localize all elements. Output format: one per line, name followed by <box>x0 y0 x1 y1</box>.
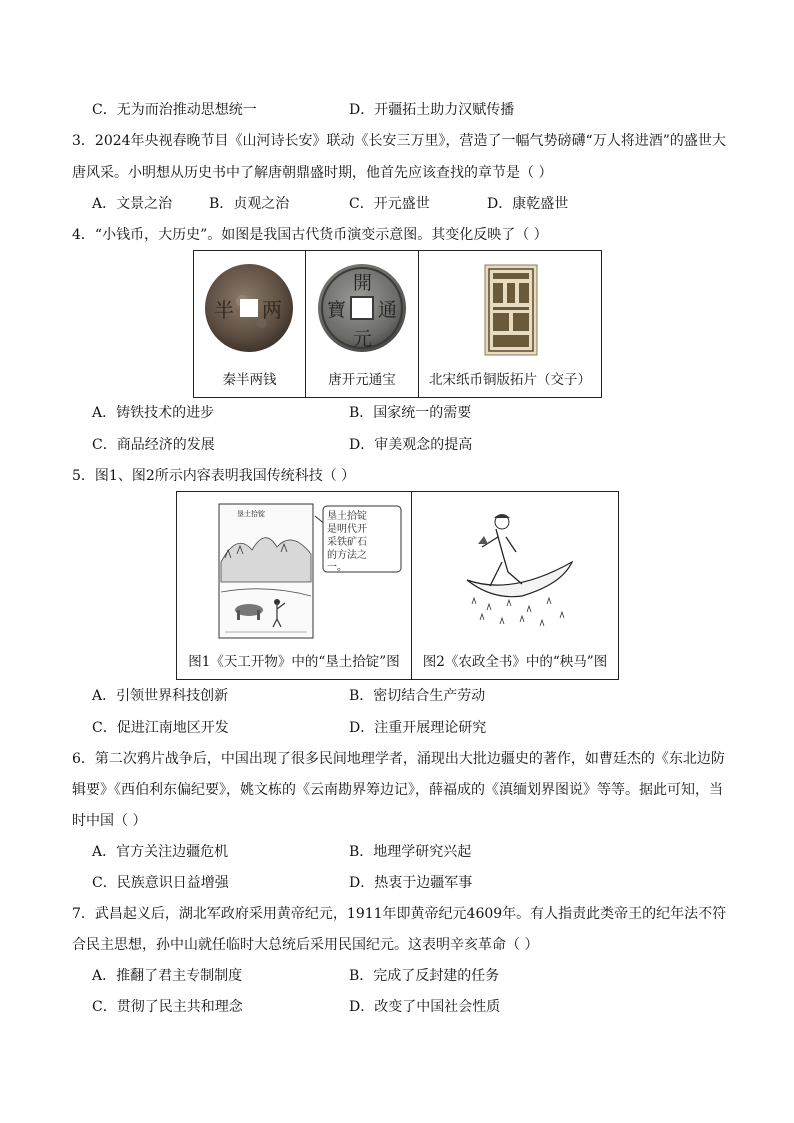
svg-text:開: 開 <box>353 272 373 294</box>
q4-stem: 4．“小钱币，大历史”。如图是我国古代货币演变示意图。其变化反映了（ ） <box>72 227 548 243</box>
jiaozi-cell <box>419 251 601 397</box>
q5-stem: 5．图1、图2所示内容表明我国传统科技（ ） <box>72 468 356 484</box>
q2-option-d: D．开疆拓土助力汉赋传播 <box>349 102 515 118</box>
q4-option-c: C．商品经济的发展 <box>92 437 215 453</box>
q6-stem-line1: 6．第二次鸦片战争后，中国出现了很多民间地理学者，涌现出大批边疆史的著作，如曹廷杰的《东北边防 <box>72 751 725 767</box>
coin2-caption: 唐开元通宝 <box>328 372 396 388</box>
q5-figure <box>176 491 619 680</box>
fig2-image <box>412 492 618 642</box>
fig2-caption: 图2《农政全书》中的“秧马”图 <box>422 654 608 670</box>
fig2-cell <box>412 492 618 679</box>
q5-option-c: C．促进江南地区开发 <box>92 720 229 736</box>
q4-option-a: A．铸铁技术的进步 <box>92 405 215 421</box>
q2-option-c: C．无为而治推动思想统一 <box>92 102 257 118</box>
banliang-coin-image <box>194 251 305 361</box>
q3-option-a: A．文景之治 <box>92 196 173 212</box>
q6-option-a: A．官方关注边疆危机 <box>92 844 229 860</box>
fig1-cell <box>177 492 412 679</box>
svg-text:一。: 一。 <box>327 562 347 573</box>
q7-option-a: A．推翻了君主专制制度 <box>92 968 243 984</box>
q4-option-d: D．审美观念的提高 <box>349 437 473 453</box>
q7-stem-line2: 合民主思想，孙中山就任临时大总统后采用民国纪元。这表明辛亥革命（ ） <box>72 937 539 953</box>
q6-option-c: C．民族意识日益增强 <box>92 875 229 891</box>
svg-text:垦土拾锭: 垦土拾锭 <box>237 510 265 518</box>
svg-text:采铁矿石: 采铁矿石 <box>327 537 367 548</box>
svg-text:的方法之: 的方法之 <box>327 550 367 561</box>
q6-option-b: B．地理学研究兴起 <box>349 844 472 860</box>
q6-stem-line2: 辑要》《西伯利东偏纪要》，姚文栋的《云南勘界筹边记》，薛福成的《滇缅划界图说》等等。据此可知，当 <box>72 782 723 798</box>
q5-option-d: D．注重开展理论研究 <box>349 720 487 736</box>
fig1-caption: 图1《天工开物》中的“垦土拾锭”图 <box>188 654 400 670</box>
svg-text:垦土拾锭: 垦土拾锭 <box>327 511 367 522</box>
svg-text:元: 元 <box>353 328 373 350</box>
q3-option-c: C．开元盛世 <box>349 196 430 212</box>
q3-option-d: D．康乾盛世 <box>487 196 569 212</box>
q6-option-d: D．热衷于边疆军事 <box>349 875 473 891</box>
q6-stem-line3: 时中国（ ） <box>72 813 147 829</box>
svg-text:两: 两 <box>262 298 282 322</box>
jiaozi-note-image <box>419 251 601 361</box>
q5-option-a: A．引领世界科技创新 <box>92 688 229 704</box>
coin-kaiyuan-cell <box>306 251 419 397</box>
coin1-caption: 秦半两钱 <box>222 372 277 388</box>
q5-option-b: B．密切结合生产劳动 <box>349 688 486 704</box>
svg-text:是明代开: 是明代开 <box>327 524 367 535</box>
svg-text:寶: 寶 <box>327 299 347 321</box>
svg-text:半: 半 <box>214 298 234 322</box>
q4-currency-figure <box>193 250 602 398</box>
q3-stem-line1: 3．2024年央视春晚节目《山河诗长安》联动《长安三万里》，营造了一幅气势磅礴“万人将进酒”的盛世大 <box>72 133 726 149</box>
kaiyuan-coin-image <box>306 251 418 361</box>
q3-option-b: B．贞观之治 <box>209 196 290 212</box>
q7-option-c: C．贯彻了民主共和理念 <box>92 999 243 1015</box>
q7-option-d: D．改变了中国社会性质 <box>349 999 501 1015</box>
coin-banliang-cell <box>194 251 306 397</box>
q3-stem-line2: 唐风采。小明想从历史书中了解唐朝鼎盛时期，他首先应该查找的章节是（ ） <box>72 165 553 181</box>
q7-option-b: B．完成了反封建的任务 <box>349 968 500 984</box>
note-caption: 北宋纸币铜版拓片（交子） <box>429 372 591 388</box>
svg-text:通: 通 <box>378 299 398 321</box>
fig1-image <box>177 492 411 642</box>
q7-stem-line1: 7．武昌起义后，湖北军政府采用黄帝纪元，1911年即黄帝纪元4609年。有人指责此类帝王的纪年法不符 <box>72 906 727 922</box>
q4-option-b: B．国家统一的需要 <box>349 405 472 421</box>
